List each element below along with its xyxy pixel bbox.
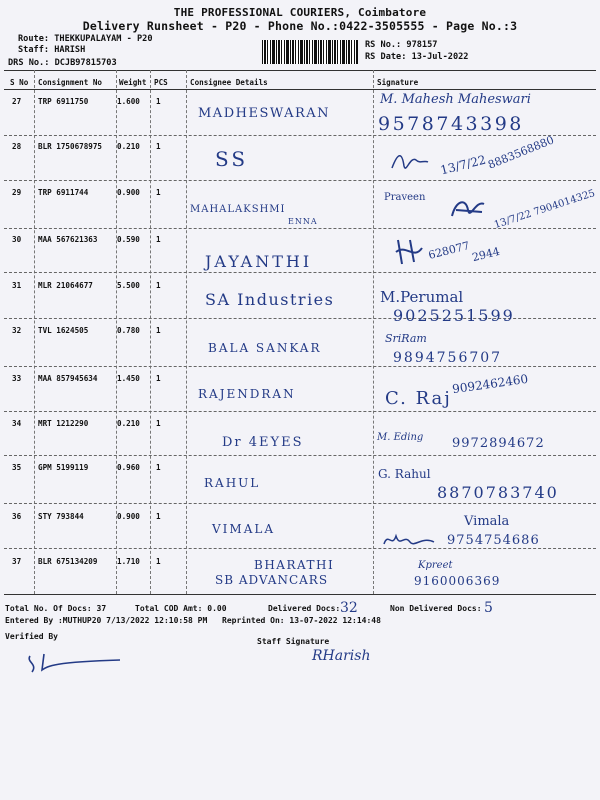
row-weight: 5.500 — [117, 281, 140, 290]
row-sno: 30 — [12, 235, 22, 244]
row-phone-handwritten: 9025251599 — [393, 306, 515, 325]
row-consignee-handwritten: JAYANTHI — [205, 252, 313, 271]
row-pcs: 1 — [156, 463, 161, 472]
row-consignee-handwritten: SS — [215, 147, 249, 171]
row-consignee-handwritten: MAHALAKSHMI — [190, 204, 286, 215]
row-signature-handwritten: M. Eding — [377, 432, 424, 443]
row-signature-handwritten: Vimala — [464, 514, 510, 529]
drs-number: DRS No.: DCJB97815703 — [8, 58, 117, 68]
col-head-consignee: Consignee Details — [190, 78, 268, 87]
row-divider — [4, 366, 596, 367]
row-weight: 0.210 — [117, 419, 140, 428]
row-signature-handwritten: M.Perumal — [380, 288, 464, 306]
row-signature-scribble — [390, 150, 430, 176]
verified-signature — [24, 650, 124, 676]
row-sno: 35 — [12, 463, 22, 472]
row-sno: 33 — [12, 374, 22, 383]
row-consignment: TVL 1624505 — [38, 326, 89, 335]
route-label: Route: THEKKUPALAYAM - P20 — [18, 34, 153, 44]
row-pcs: 1 — [156, 97, 161, 106]
col-head-signature: Signature — [377, 78, 419, 87]
row-phone-handwritten: 9894756707 — [393, 350, 503, 366]
row-weight: 0.900 — [117, 188, 140, 197]
row-consignee-handwritten: MADHESWARAN — [198, 106, 331, 121]
row-phone-handwritten: 9160006369 — [414, 574, 501, 588]
row-pcs: 1 — [156, 188, 161, 197]
row-consignment: BLR 1750678975 — [38, 142, 103, 151]
staff-signature-label: Staff Signature — [257, 637, 330, 646]
row-pcs: 1 — [156, 419, 161, 428]
row-phone-handwritten: 9754754686 — [447, 533, 540, 548]
row-divider — [4, 272, 596, 273]
row-date-handwritten: 13/7/22 — [438, 152, 488, 178]
row-signature-handwritten: M. Mahesh Maheswari — [380, 92, 531, 107]
total-docs: Total No. Of Docs: 37 — [5, 604, 107, 613]
rs-date: RS Date: 13-Jul-2022 — [365, 52, 469, 62]
barcode — [262, 40, 358, 64]
row-sno: 36 — [12, 512, 22, 521]
row-weight: 0.590 — [117, 235, 140, 244]
row-consignee-handwritten: SA Industries — [205, 290, 335, 309]
row-consignee-handwritten: RAHUL — [204, 476, 261, 490]
row-divider — [4, 228, 596, 229]
runsheet-title: Delivery Runsheet - P20 - Phone No.:0422-3505555 - Page No.:3 — [82, 19, 518, 33]
row-signature-scribble — [382, 528, 438, 552]
row-weight: 0.210 — [117, 142, 140, 151]
row-consignee-handwritten: BHARATHI — [254, 558, 335, 572]
row-consignment: STY 793844 — [38, 512, 84, 521]
row-consignment: GPM 5199119 — [38, 463, 89, 472]
row-weight: 0.960 — [117, 463, 140, 472]
col-divider — [186, 70, 187, 594]
row-weight: 0.900 — [117, 512, 140, 521]
row-phone-handwritten: 2944 — [470, 244, 502, 265]
row-sno: 37 — [12, 557, 22, 566]
row-signature-scribble — [448, 196, 488, 224]
non-delivered-handwritten: 5 — [484, 600, 493, 616]
row-consignment: TRP 6911750 — [38, 97, 89, 106]
col-divider — [150, 70, 151, 594]
staff-label: Staff: HARISH — [18, 45, 86, 55]
row-pcs: 1 — [156, 557, 161, 566]
row-signature-handwritten: G. Rahul — [378, 467, 431, 481]
row-phone-handwritten: 8870783740 — [437, 483, 559, 502]
row-pcs: 1 — [156, 326, 161, 335]
row-pcs: 1 — [156, 512, 161, 521]
table-head-rule — [4, 89, 596, 90]
row-consignee-handwritten-2: ENNA — [288, 217, 318, 226]
row-pcs: 1 — [156, 281, 161, 290]
row-divider — [4, 135, 596, 136]
row-sno: 29 — [12, 188, 22, 197]
row-phone-handwritten: 13/7/22 7904014325 — [492, 187, 597, 232]
row-divider — [4, 411, 596, 412]
rs-number: RS No.: 978157 — [365, 40, 438, 50]
row-weight: 1.450 — [117, 374, 140, 383]
col-head-consignment: Consignment No — [38, 78, 103, 87]
row-divider — [4, 180, 596, 181]
row-pcs: 1 — [156, 235, 161, 244]
row-sno: 32 — [12, 326, 22, 335]
col-head-sno: S No — [10, 78, 29, 87]
row-consignment: MAA 567621363 — [38, 235, 98, 244]
row-divider — [4, 548, 596, 549]
row-weight: 0.780 — [117, 326, 140, 335]
row-pcs: 1 — [156, 374, 161, 383]
row-sno: 34 — [12, 419, 22, 428]
row-sno: 31 — [12, 281, 22, 290]
row-sno: 27 — [12, 97, 22, 106]
row-phone-handwritten: 9092462460 — [451, 371, 529, 397]
row-signature-handwritten: 628077 — [427, 239, 471, 262]
row-weight: 1.600 — [117, 97, 140, 106]
col-head-pcs: PCS — [154, 78, 168, 87]
row-consignee-handwritten: Dr 4EYES — [222, 435, 304, 450]
table-top-rule — [4, 70, 596, 71]
delivered-docs-handwritten: 32 — [340, 600, 358, 616]
row-consignment: MLR 21064677 — [38, 281, 93, 290]
col-divider — [373, 70, 374, 594]
row-signature-scribble — [392, 236, 432, 268]
row-consignment: BLR 675134209 — [38, 557, 98, 566]
row-divider — [4, 455, 596, 456]
row-consignee-handwritten: RAJENDRAN — [198, 387, 296, 401]
row-signature-handwritten: C. Raj — [385, 388, 452, 409]
staff-signature-handwritten: RHarish — [312, 648, 371, 664]
company-title: THE PROFESSIONAL COURIERS, Coimbatore — [173, 6, 427, 19]
row-consignment: MAA 857945634 — [38, 374, 98, 383]
row-pcs: 1 — [156, 142, 161, 151]
row-consignee-handwritten: BALA SANKAR — [208, 341, 322, 355]
row-signature-handwritten: SriRam — [385, 332, 427, 345]
reprinted-on: Reprinted On: 13-07-2022 12:14:48 — [222, 616, 381, 625]
row-consignee-handwritten-2: SB ADVANCARS — [215, 573, 329, 587]
verified-by-label: Verified By — [5, 632, 58, 641]
delivered-docs-label: Delivered Docs: — [268, 604, 341, 613]
row-divider — [4, 503, 596, 504]
row-phone-handwritten: 9972894672 — [452, 436, 545, 451]
entered-by: Entered By :MUTHUP20 7/13/2022 12:10:58 PM — [5, 616, 208, 625]
row-signature-handwritten: Praveen — [384, 192, 426, 203]
row-consignee-handwritten: VIMALA — [212, 522, 275, 536]
row-sno: 28 — [12, 142, 22, 151]
row-weight: 1.710 — [117, 557, 140, 566]
row-consignment: TRP 6911744 — [38, 188, 89, 197]
row-signature-handwritten: Kpreet — [418, 560, 453, 571]
col-divider — [34, 70, 35, 594]
row-phone-handwritten: 8883568880 — [486, 133, 556, 172]
col-head-weight: Weight — [119, 78, 147, 87]
table-bottom-rule — [4, 594, 596, 595]
total-cod: Total COD Amt: 0.00 — [135, 604, 227, 613]
row-consignment: MRT 1212290 — [38, 419, 89, 428]
non-delivered-label: Non Delivered Docs: — [390, 604, 482, 613]
row-phone-handwritten: 9578743398 — [378, 113, 524, 135]
